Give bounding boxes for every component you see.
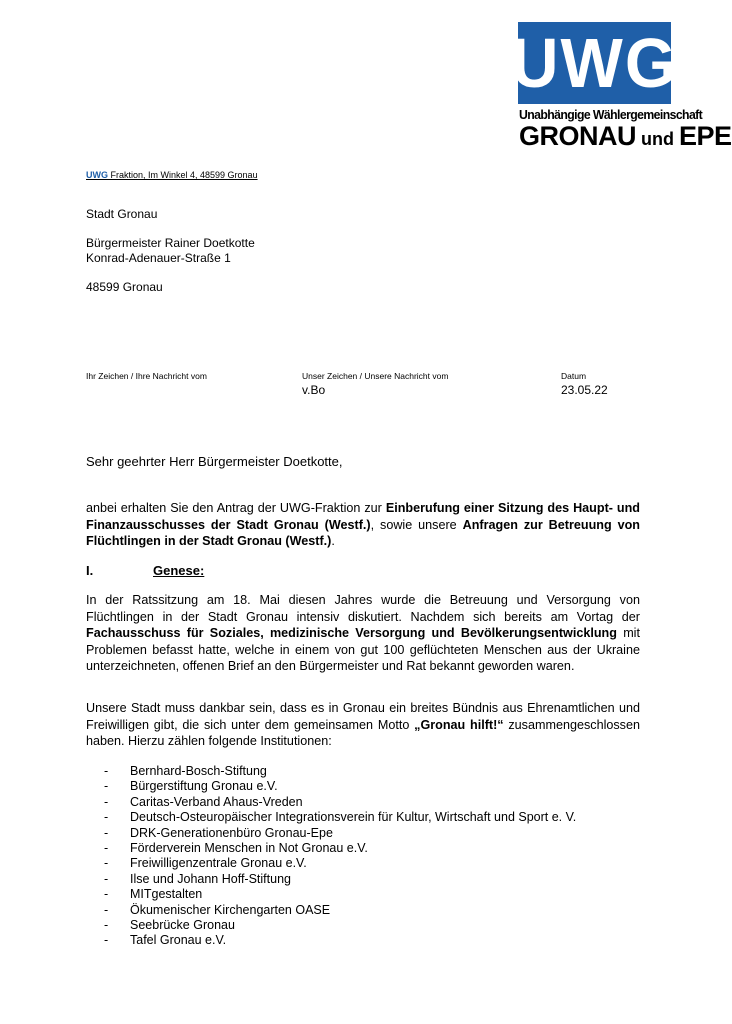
list-item bbox=[104, 810, 576, 825]
list-item bbox=[104, 841, 576, 856]
list-dash: - bbox=[104, 933, 109, 948]
list-dash: - bbox=[104, 825, 109, 840]
recipient-line-4: 48599 Gronau bbox=[86, 280, 163, 294]
logo-city-epe: EPE bbox=[679, 121, 732, 151]
para1-text-2: mit Problemen befasst hatte, welche in einem von gut 100 geflüchteten Menschen aus der Ukraine unterzeichneten, offenen Brief an den Bürgermeister und Rat bekannt geworden waren. bbox=[86, 626, 640, 673]
recipient-line-1: Stadt Gronau bbox=[86, 207, 158, 221]
logo-main-text: UWG bbox=[510, 24, 679, 102]
list-dash: - bbox=[104, 887, 109, 902]
list-item bbox=[104, 826, 576, 841]
date-value: 23.05.22 bbox=[561, 383, 608, 397]
list-item bbox=[104, 795, 576, 810]
logo-city-und: und bbox=[636, 129, 679, 149]
intro-bold-1: Einberufung einer Sitzung des Haupt- und Finanzausschusses der Stadt Gronau (Westf.) bbox=[86, 501, 640, 532]
list-item bbox=[104, 887, 576, 902]
sender-org: UWG bbox=[86, 170, 108, 180]
list-item bbox=[104, 764, 576, 779]
institution-name: MITgestalten bbox=[130, 887, 203, 902]
institution-name: Seebrücke Gronau bbox=[130, 918, 235, 933]
para2-text-1: Unsere Stadt muss dankbar sein, dass es in Gronau ein breites Bündnis aus Ehrenamtlichen und Freiwilligen gibt, die sich unter dem gemeinsamen Motto bbox=[86, 701, 640, 732]
institution-name: Bürgerstiftung Gronau e.V. bbox=[130, 779, 278, 794]
date-label: Datum bbox=[561, 371, 587, 381]
list-item bbox=[104, 779, 576, 794]
institution-name: Freiwilligenzentrale Gronau e.V. bbox=[130, 856, 307, 871]
intro-bold-2: Anfragen zur Betreuung von Flüchtlingen in der Stadt Gronau (Westf.) bbox=[86, 517, 640, 548]
institution-name: Förderverein Menschen in Not Gronau e.V. bbox=[130, 841, 368, 856]
list-dash: - bbox=[104, 918, 109, 933]
institution-name: DRK-Generationenbüro Gronau-Epe bbox=[130, 825, 333, 840]
section-number: I. bbox=[86, 563, 94, 578]
institution-name: Ilse und Johann Hoff-Stiftung bbox=[130, 871, 291, 886]
intro-text-2: , sowie unsere bbox=[370, 517, 463, 532]
section-heading bbox=[86, 563, 204, 578]
genese-paragraph-1 bbox=[86, 592, 640, 675]
recipient-line-2: Bürgermeister Rainer Doetkotte bbox=[86, 236, 255, 250]
institution-name: Tafel Gronau e.V. bbox=[130, 933, 227, 948]
intro-text-1: anbei erhalten Sie den Antrag der UWG-Fraktion zur bbox=[86, 501, 386, 515]
list-dash: - bbox=[104, 810, 109, 825]
para1-bold-1: Fachausschuss für Soziales, medizinische Versorgung und Bevölkerungsentwicklung bbox=[86, 626, 617, 640]
section-title: Genese: bbox=[153, 563, 205, 578]
your-reference-label: Ihr Zeichen / Ihre Nachricht vom bbox=[86, 371, 207, 381]
list-dash: - bbox=[104, 779, 109, 794]
institution-name: Ökumenischer Kirchengarten OASE bbox=[130, 902, 331, 917]
list-dash: - bbox=[104, 764, 109, 778]
uwg-logo bbox=[510, 22, 679, 104]
institutions-list bbox=[104, 764, 576, 949]
para2-bold-1: „Gronau hilft!“ bbox=[414, 717, 504, 732]
salutation: Sehr geehrter Herr Bürgermeister Doetkotte, bbox=[86, 454, 343, 469]
logo-subtitle: Unabhängige Wählergemeinschaft bbox=[519, 108, 703, 122]
logo-city-gronau: GRONAU bbox=[519, 121, 636, 151]
list-item bbox=[104, 856, 576, 871]
our-reference-value: v.Bo bbox=[302, 383, 326, 397]
list-dash: - bbox=[104, 794, 109, 809]
intro-paragraph bbox=[86, 500, 640, 550]
intro-text-3: . bbox=[331, 534, 335, 548]
list-item bbox=[104, 933, 576, 948]
list-dash: - bbox=[104, 841, 109, 856]
institution-name: Deutsch-Osteuropäischer Integrationsverein für Kultur, Wirtschaft und Sport e. V. bbox=[130, 810, 577, 825]
institution-name: Caritas-Verband Ahaus-Vreden bbox=[130, 794, 303, 809]
genese-paragraph-2 bbox=[86, 700, 640, 750]
list-item bbox=[104, 918, 576, 933]
logo-city bbox=[519, 123, 732, 150]
list-dash: - bbox=[104, 871, 109, 886]
list-item bbox=[104, 903, 576, 918]
list-dash: - bbox=[104, 902, 109, 917]
list-dash: - bbox=[104, 856, 109, 871]
sender-address: Fraktion, Im Winkel 4, 48599 Gronau bbox=[108, 170, 258, 180]
our-reference-label: Unser Zeichen / Unsere Nachricht vom bbox=[302, 371, 449, 381]
sender-line bbox=[86, 170, 258, 180]
para1-text-1: In der Ratssitzung am 18. Mai diesen Jahres wurde die Betreuung und Versorgung von Flüchtlingen in der Stadt Gronau intensiv diskutiert. Nachdem sich bereits am Vortag der bbox=[86, 593, 640, 624]
recipient-line-3: Konrad-Adenauer-Straße 1 bbox=[86, 251, 231, 265]
para2-text-2: zusammengeschlossen haben. Hierzu zählen folgende Institutionen: bbox=[86, 717, 640, 748]
institution-name: Bernhard-Bosch-Stiftung bbox=[130, 764, 267, 778]
list-item bbox=[104, 872, 576, 887]
